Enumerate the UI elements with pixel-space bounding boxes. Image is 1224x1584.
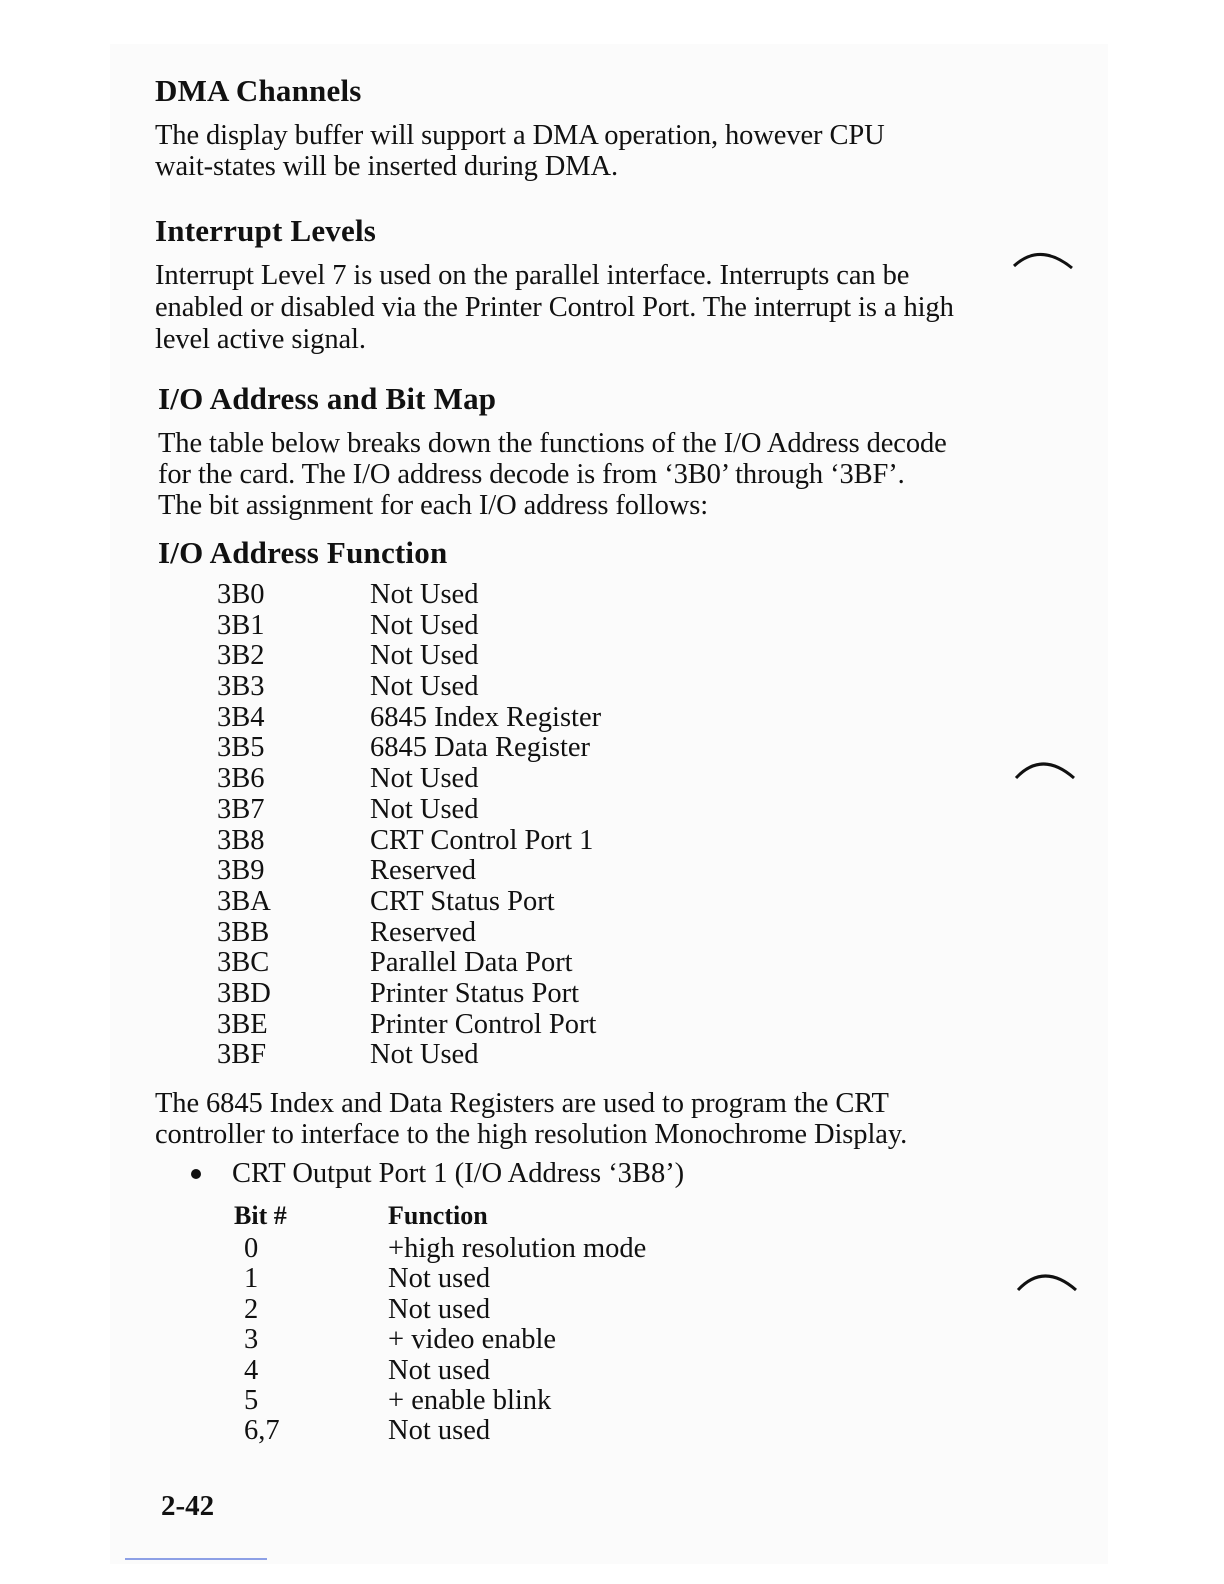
bit-number-cell: 5 bbox=[244, 1384, 259, 1416]
io-function-cell: Reserved bbox=[370, 855, 477, 887]
io-map-line-3: The bit assignment for each I/O address follows: bbox=[158, 490, 709, 521]
bit-function-cell: Not used bbox=[388, 1293, 491, 1325]
io-function-cell: Not Used bbox=[370, 763, 479, 795]
heading-interrupt-levels: Interrupt Levels bbox=[155, 213, 377, 248]
interrupt-paragraph bbox=[155, 260, 954, 356]
bit-number-cell: 2 bbox=[244, 1293, 259, 1325]
section-io-address-bit-map bbox=[158, 380, 947, 521]
io-function-cell: 6845 Data Register bbox=[370, 732, 591, 764]
io-address-cell: 3B3 bbox=[217, 671, 265, 703]
section-interrupt-levels bbox=[155, 212, 954, 356]
table-row bbox=[234, 1264, 646, 1294]
bit-function-cell: Not used bbox=[388, 1415, 491, 1447]
io-address-cell: 3B6 bbox=[217, 763, 265, 795]
binder-hole-mark-icon bbox=[1012, 752, 1082, 782]
table-row bbox=[217, 611, 601, 642]
bottom-rule bbox=[125, 1558, 267, 1560]
table-row bbox=[234, 1386, 646, 1416]
table-row bbox=[217, 795, 601, 826]
section-dma-channels bbox=[155, 72, 885, 182]
io-function-cell: Printer Control Port bbox=[370, 1008, 597, 1040]
io-map-paragraph bbox=[158, 428, 947, 521]
bit-function-cell: + enable blink bbox=[388, 1384, 552, 1416]
io-address-cell: 3B0 bbox=[217, 579, 265, 610]
io-function-cell: Not Used bbox=[370, 609, 479, 641]
table-row bbox=[234, 1325, 646, 1355]
io-function-cell: Not Used bbox=[370, 579, 479, 610]
bit-number-cell: 6,7 bbox=[244, 1415, 280, 1447]
registers-note-line-1: The 6845 Index and Data Registers are used to program the CRT bbox=[155, 1088, 889, 1119]
io-address-cell: 3BE bbox=[217, 1008, 268, 1040]
io-function-cell: 6845 Index Register bbox=[370, 701, 602, 733]
function-column-header: Function bbox=[388, 1201, 488, 1230]
table-row bbox=[217, 1040, 601, 1071]
io-address-cell: 3BB bbox=[217, 916, 270, 948]
io-function-cell: CRT Status Port bbox=[370, 885, 555, 917]
io-function-cell: Parallel Data Port bbox=[370, 947, 573, 979]
io-function-cell: CRT Control Port 1 bbox=[370, 824, 594, 856]
io-address-cell: 3BD bbox=[217, 977, 271, 1009]
io-address-table bbox=[217, 580, 601, 1071]
table-row bbox=[234, 1295, 646, 1325]
table-row bbox=[234, 1234, 646, 1264]
table-row bbox=[217, 1010, 601, 1041]
io-function-cell: Not Used bbox=[370, 1039, 479, 1071]
registers-note-paragraph bbox=[155, 1088, 1015, 1150]
table-row bbox=[217, 672, 601, 703]
io-function-cell: Not Used bbox=[370, 793, 479, 825]
dma-line-2: wait-states will be inserted during DMA. bbox=[155, 151, 618, 182]
bullet-icon bbox=[191, 1169, 201, 1179]
bit-function-cell: Not used bbox=[388, 1354, 491, 1386]
io-address-cell: 3BC bbox=[217, 947, 270, 979]
table-row bbox=[217, 948, 601, 979]
io-table-header: I/O Address Function bbox=[158, 535, 448, 570]
io-address-cell: 3B2 bbox=[217, 640, 265, 672]
table-row bbox=[234, 1356, 646, 1386]
io-map-line-2: for the card. The I/O address decode is from ‘3B0’ through ‘3BF’. bbox=[158, 459, 905, 490]
io-address-cell: 3B7 bbox=[217, 793, 265, 825]
bit-column-header: Bit # bbox=[234, 1201, 287, 1230]
bit-number-cell: 1 bbox=[244, 1263, 259, 1295]
bit-table-header bbox=[234, 1200, 646, 1234]
bit-function-cell: +high resolution mode bbox=[388, 1233, 647, 1264]
io-function-cell: Not Used bbox=[370, 640, 479, 672]
crt-output-bullet bbox=[191, 1158, 684, 1189]
crt-output-bit-table bbox=[234, 1200, 646, 1447]
io-address-cell: 3B9 bbox=[217, 855, 265, 887]
table-row bbox=[217, 856, 601, 887]
table-row bbox=[217, 918, 601, 949]
io-address-cell: 3B1 bbox=[217, 609, 265, 641]
io-address-cell: 3B4 bbox=[217, 701, 265, 733]
binder-hole-mark-icon bbox=[1010, 244, 1080, 274]
io-function-cell: Not Used bbox=[370, 671, 479, 703]
binder-hole-mark-icon bbox=[1014, 1264, 1084, 1294]
table-row bbox=[217, 887, 601, 918]
bit-number-cell: 4 bbox=[244, 1354, 259, 1386]
crt-output-bullet-text: CRT Output Port 1 (I/O Address ‘3B8’) bbox=[232, 1158, 685, 1189]
table-row bbox=[217, 733, 601, 764]
table-row bbox=[217, 764, 601, 795]
io-map-line-1: The table below breaks down the functions of the I/O Address decode bbox=[158, 428, 947, 459]
heading-io-address-bit-map: I/O Address and Bit Map bbox=[158, 381, 497, 416]
table-row bbox=[234, 1416, 646, 1446]
bit-function-cell: + video enable bbox=[388, 1324, 557, 1356]
table-row bbox=[217, 979, 601, 1010]
bit-number-cell: 0 bbox=[244, 1233, 259, 1264]
dma-line-1: The display buffer will support a DMA operation, however CPU bbox=[155, 120, 885, 151]
dma-paragraph bbox=[155, 120, 885, 182]
io-function-cell: Reserved bbox=[370, 916, 477, 948]
io-address-cell: 3B8 bbox=[217, 824, 265, 856]
table-row bbox=[217, 826, 601, 857]
table-row bbox=[217, 641, 601, 672]
io-function-cell: Printer Status Port bbox=[370, 977, 580, 1009]
interrupt-line-2: enabled or disabled via the Printer Control Port. The interrupt is a high bbox=[155, 292, 954, 323]
io-address-cell: 3B5 bbox=[217, 732, 265, 764]
registers-note-line-2: controller to interface to the high resolution Monochrome Display. bbox=[155, 1119, 908, 1150]
bit-number-cell: 3 bbox=[244, 1324, 259, 1356]
page-number: 2-42 bbox=[161, 1490, 215, 1522]
table-row bbox=[217, 580, 601, 611]
bit-function-cell: Not used bbox=[388, 1263, 491, 1295]
io-address-cell: 3BA bbox=[217, 885, 271, 917]
io-address-cell: 3BF bbox=[217, 1039, 267, 1071]
heading-dma-channels: DMA Channels bbox=[155, 73, 362, 108]
interrupt-line-1: Interrupt Level 7 is used on the parallel interface. Interrupts can be bbox=[155, 260, 910, 291]
table-row bbox=[217, 703, 601, 734]
interrupt-line-3: level active signal. bbox=[155, 324, 366, 355]
